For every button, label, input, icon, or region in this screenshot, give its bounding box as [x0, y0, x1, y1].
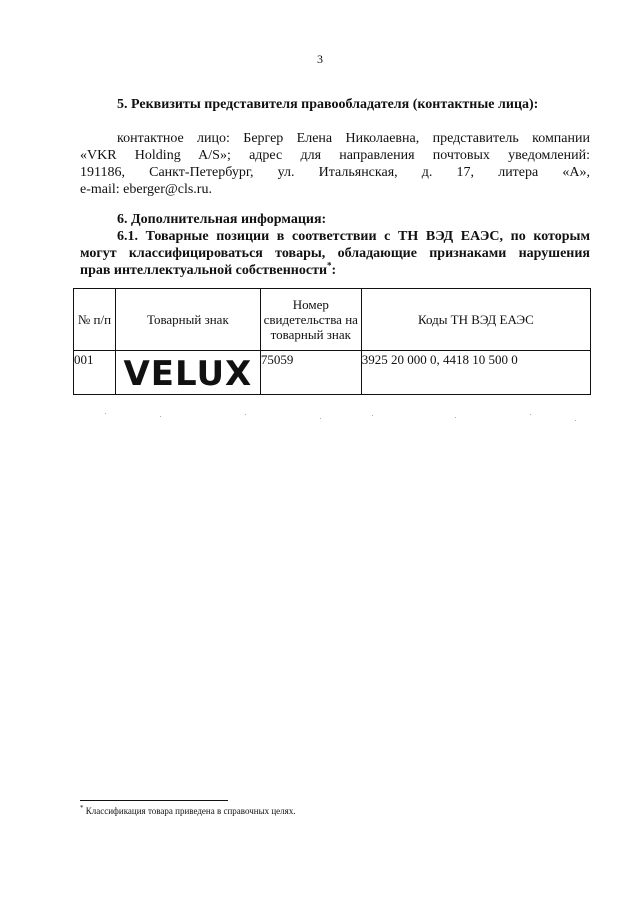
header-certificate: Номер свидетельства на товарный знак [260, 289, 361, 351]
velux-trademark-logo: VELUX [123, 353, 253, 394]
scan-speck [105, 413, 106, 414]
table-header-row [74, 289, 591, 351]
footnote-star: * [80, 804, 84, 812]
contact-line: контактное лицо: Бергер Елена Николаевна, представитель компании [117, 131, 590, 146]
footnote-reference: * [327, 260, 332, 271]
footnote [80, 806, 296, 817]
certificate-number: 75059 [260, 351, 361, 395]
header-num: № п/п [74, 289, 116, 351]
tnved-codes: 3925 20 000 0, 4418 10 500 0 [361, 351, 590, 395]
subsection-6-1-line: могут классифицироваться товары, обладающие признаками нарушения [80, 246, 590, 261]
trademark-cell [115, 351, 260, 395]
scan-speck [245, 414, 246, 415]
scan-speck [530, 414, 531, 415]
header-codes: Коды ТН ВЭД ЕАЭС [361, 289, 590, 351]
page-number: 3 [317, 52, 323, 66]
footnote-text: Классификация товара приведена в справочных целях. [85, 806, 296, 816]
scan-speck [320, 418, 321, 419]
scan-speck [372, 415, 373, 416]
scan-speck [160, 416, 161, 417]
table-row [74, 351, 591, 395]
subsection-6-1-line: 6.1. Товарные позиции в соответствии с ТН ВЭД ЕАЭС, по которым [117, 229, 590, 244]
scan-speck [575, 420, 576, 421]
footnote-separator [80, 800, 228, 801]
row-num: 001 [74, 351, 116, 395]
contact-line: 191186, Санкт-Петербург, ул. Итальянская, д. 17, литера «А», [80, 165, 590, 180]
contact-line: «VKR Holding A/S»; адрес для направления почтовых уведомлений: [80, 148, 590, 163]
section-6-heading: 6. Дополнительная информация: [117, 212, 327, 227]
section-5-heading: 5. Реквизиты представителя правообладателя (контактные лица): [117, 97, 539, 112]
subsection-6-1-line-text: прав интеллектуальной собственности [80, 263, 328, 278]
goods-table [73, 288, 591, 395]
header-trademark: Товарный знак [115, 289, 260, 351]
contact-email-line: e-mail: eberger@cls.ru. [80, 182, 212, 197]
subsection-6-1-colon: : [331, 263, 337, 278]
scan-speck [455, 417, 456, 418]
subsection-6-1-line [80, 262, 590, 279]
